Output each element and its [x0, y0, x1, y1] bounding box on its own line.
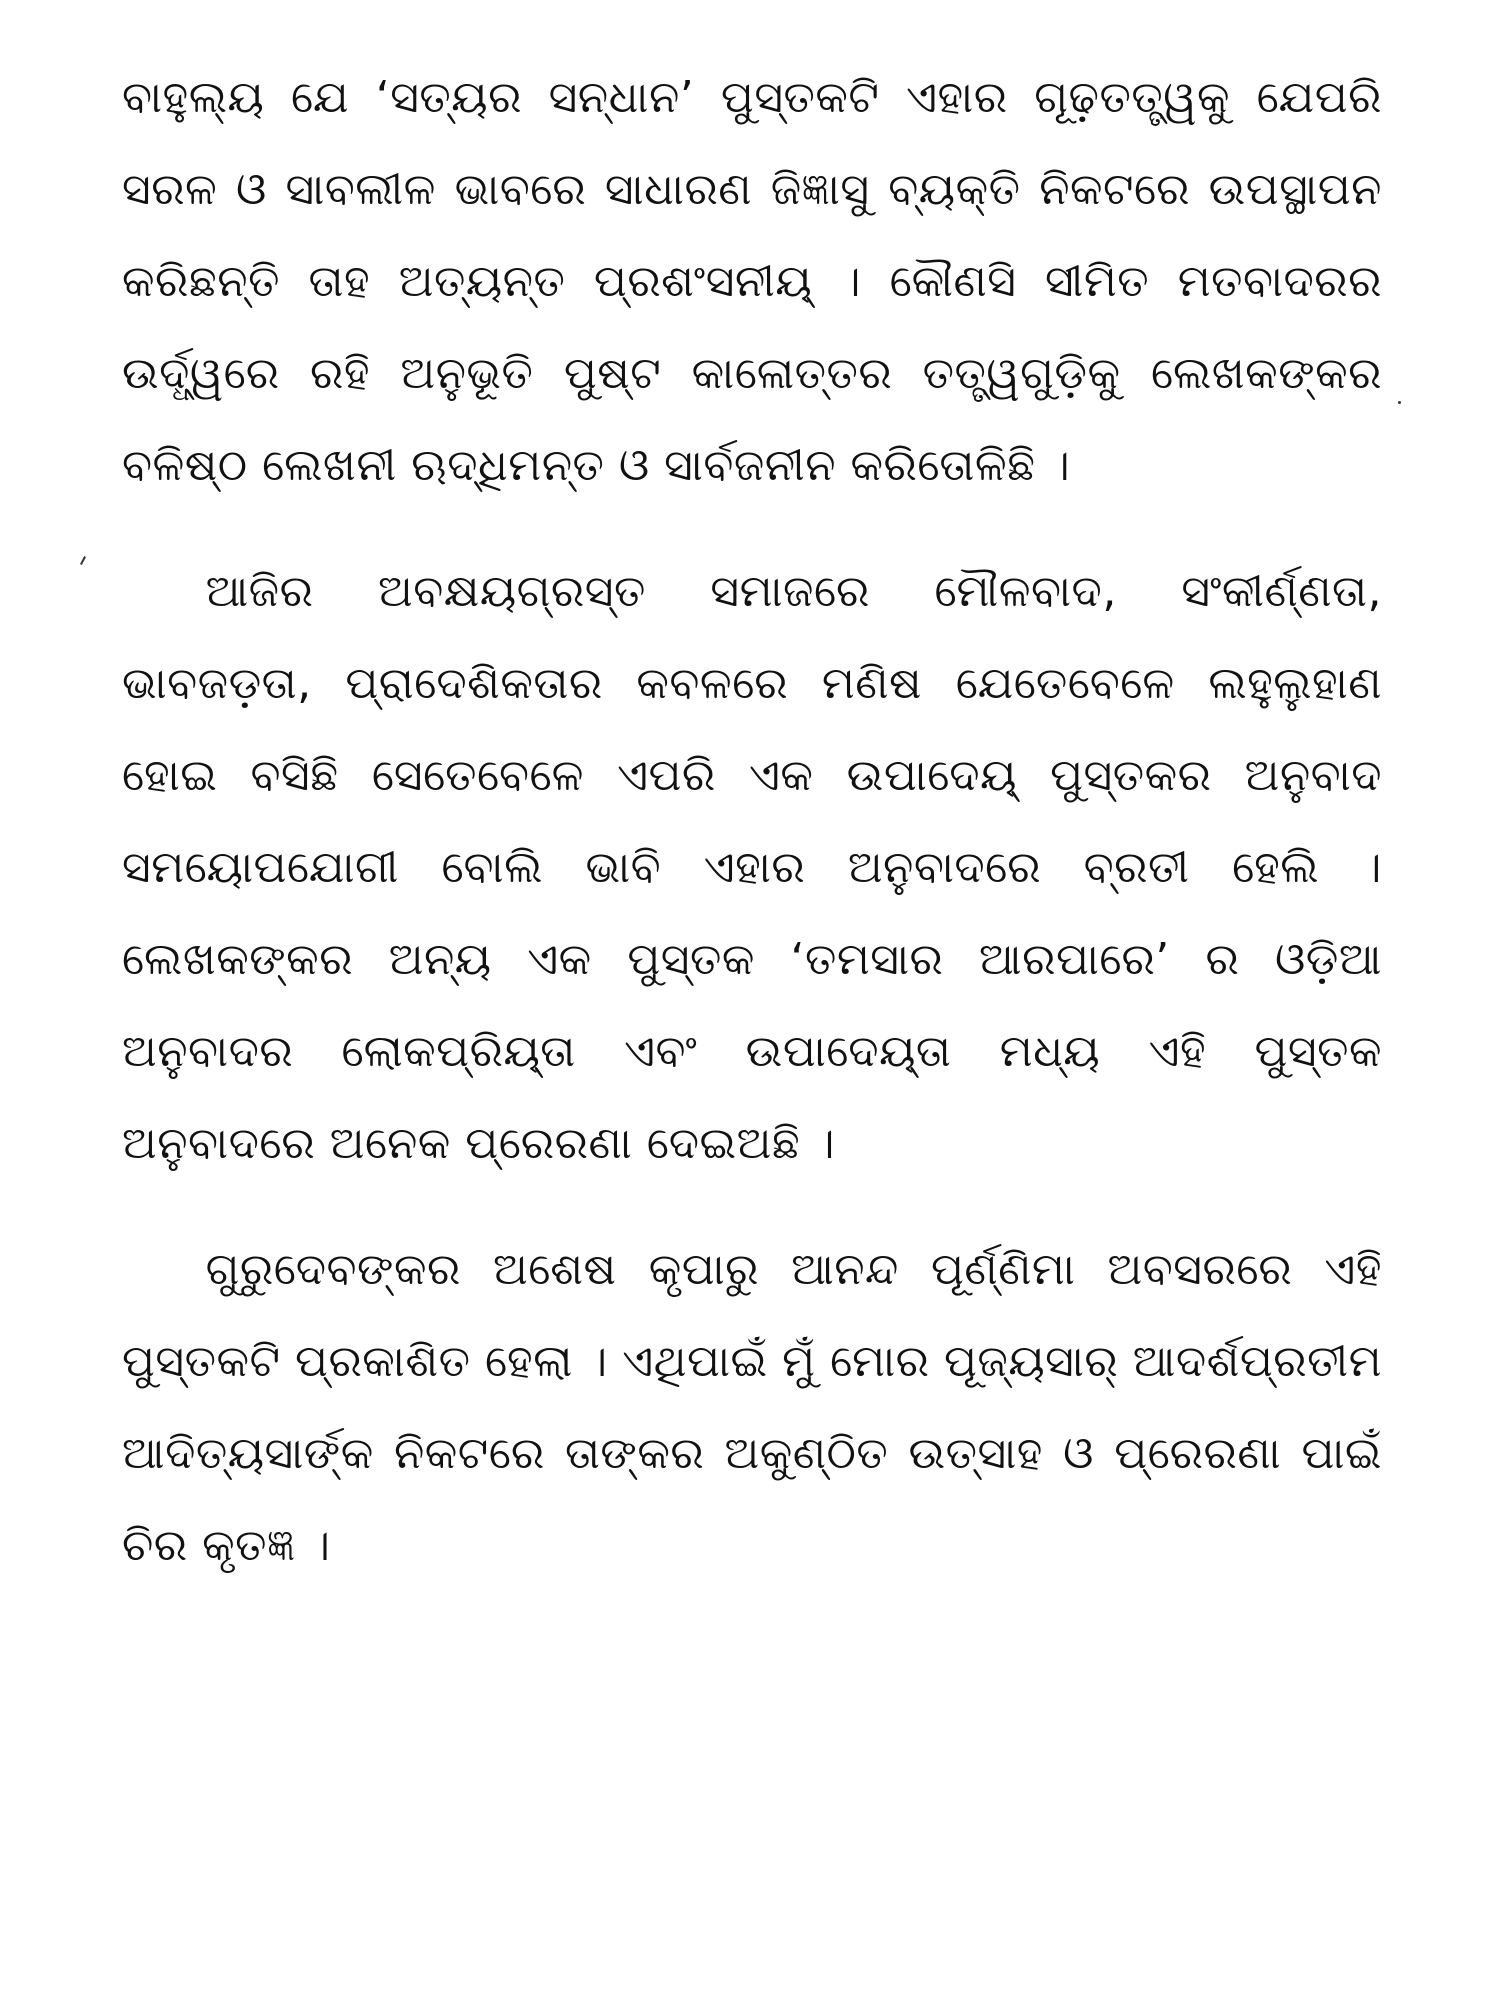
paragraph-3: ଗୁରୁଦେବଙ୍କର ଅଶେଷ କୃପାରୁ ଆନନ୍ଦ ପୂର୍ଣ୍ଣିମା ଅବସରରେ ଏହି ପୁସ୍ତକଟି ପ୍ରକାଶିତ ହେଲା । ଏଥିପାଇଁ ମୁଁ ମୋର ପୂଜ୍ୟସାର୍ ଆଦର୍ଶପ୍ରତୀମ ଆଦିତ୍ୟସାର୍ଙ୍କ ନିକଟରେ ତାଙ୍କର ଅକୁଣ୍ଠିତ ଉତ୍ସାହ ଓ ପ୍ରେରଣା ପାଇଁ ଚିର କୃତଜ୍ଞ ।	[122, 1244, 1382, 1571]
paragraph-1: ବାହୁଲ୍ୟ ଯେ ‘ସତ୍ୟର ସନ୍ଧାନ’ ପୁସ୍ତକଟି ଏହାର ଗୂଢ଼ତତ୍ତ୍ୱକୁ ଯେପରି ସରଳ ଓ ସାବଲୀଳ ଭାବରେ ସାଧାରଣ ଜିଜ୍ଞାସୁ ବ୍ୟକ୍ତି ନିକଟରେ ଉପସ୍ଥାପନ କରିଛନ୍ତି ତାହ ଅତ୍ୟନ୍ତ ପ୍ରଶଂସନୀୟ୍ । କୌଣସି ସୀମିତ ମତବାଦରର ଉର୍ଦ୍ଧ୍ୱରେ ରହି ଅନୁଭୂତି ପୁଷ୍ଟ କାଳୋତ୍ତର ତତ୍ତ୍ୱଗୁଡ଼ିକୁ ଲେଖକଙ୍କର ବଳିଷ୍ଠ ଲେଖନୀ ଋଦ୍ଧିମନ୍ତ ଓ ସାର୍ବଜନୀନ କରିତୋଳିଛି ।	[122, 72, 1382, 491]
paragraph-2: ଆଜିର ଅବକ୍ଷୟଗ୍ରସ୍ତ ସମାଜରେ ମୌଳବାଦ, ସଂକୀର୍ଣ୍ଣତା, ଭାବଜଡ଼ତା, ପ୍ରାଦେଶିକତାର କବଳରେ ମଣିଷ ଯେତେବେଳେ ଲହୁଲୁହାଣ ହୋଇ ବସିଛି ସେତେବେଳେ ଏପରି ଏକ ଉପାଦେୟ୍ ପୁସ୍ତକର ଅନୁବାଦ ସମୟୋପଯୋଗୀ ବୋଲି ଭାବି ଏହାର ଅନୁବାଦରେ ବ୍ରତୀ ହେଲି । ଲେଖକଙ୍କର ଅନ୍ୟ ଏକ ପୁସ୍ତକ ‘ତମସାର ଆରପାରେ’ ର ଓଡ଼ିଆ ଅନୁବାଦର ଲୋକପ୍ରିୟ୍ତା ଏବଂ ଉପାଦେୟ୍ତା ମଧ୍ୟ ଏହି ପୁସ୍ତକ ଅନୁବାଦରେ ଅନେକ ପ୍ରେରଣା ଦେଇଅଛି ।	[122, 566, 1382, 1169]
body-text	[122, 52, 1382, 1592]
scan-speck	[1398, 401, 1401, 404]
scan-speck	[80, 556, 86, 565]
